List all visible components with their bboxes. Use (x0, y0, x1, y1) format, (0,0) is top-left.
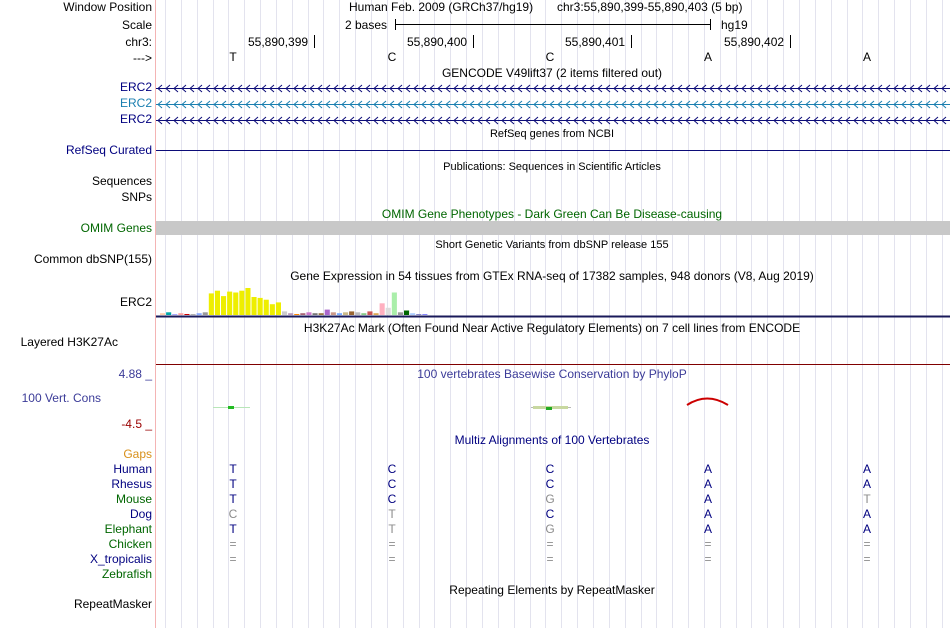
coord-3: 55,890,401 (565, 35, 626, 49)
base-3: C (545, 50, 555, 64)
track-label-refseq[interactable]: RefSeq Curated (65, 143, 152, 157)
gtex-title: Gene Expression in 54 tissues from GTEx RNA-seq of 17382 samples, 948 donors (V8, Aug 2019) (290, 269, 814, 283)
track-label-dbsnp[interactable]: Common dbSNP(155) (33, 252, 152, 266)
gtex-tissue-bar (300, 313, 305, 315)
alignment-base-rhesus: T (229, 477, 237, 491)
alignment-base-chicken: = (388, 537, 396, 551)
species-label-elephant[interactable]: Elephant (104, 522, 152, 536)
h3k27ac-baseline (156, 364, 950, 365)
species-label-dog[interactable]: Dog (129, 507, 152, 521)
species-label-zebrafish[interactable]: Zebrafish (101, 567, 152, 581)
gtex-tissue-bar (203, 312, 208, 315)
track-label-repeatmasker[interactable]: RepeatMasker (73, 597, 152, 611)
track-label-h3k27ac[interactable]: Layered H3K27Ac (20, 335, 118, 349)
gtex-tissue-bar (355, 312, 360, 315)
species-label-mouse[interactable]: Mouse (115, 492, 152, 506)
phylop-max-label: 4.88 _ (118, 367, 152, 381)
base-2: C (387, 50, 397, 64)
species-label-xtrop[interactable]: X_tropicalis (89, 552, 152, 566)
scale-text: 2 bases (345, 18, 388, 32)
alignment-base-xtrop: = (704, 552, 712, 566)
alignment-base-human: C (387, 462, 397, 476)
gtex-tissue-bar (184, 314, 189, 315)
multiz-title: Multiz Alignments of 100 Vertebrates (454, 433, 650, 447)
gtex-tissue-bar (270, 304, 275, 315)
track-labels (0, 0, 155, 628)
gtex-tissue-bar (410, 313, 415, 315)
gtex-tissue-bar (392, 293, 397, 316)
gtex-tissue-bar (404, 311, 409, 316)
phylop-title: 100 vertebrates Basewise Conservation by PhyloP (417, 367, 687, 381)
alignment-base-xtrop: = (546, 552, 554, 566)
alignment-base-mouse: T (863, 492, 871, 506)
gtex-tissue-bar (258, 298, 263, 315)
alignment-base-mouse: A (703, 492, 713, 506)
alignment-base-xtrop: = (863, 552, 871, 566)
gtex-tissue-bar (361, 313, 366, 315)
gtex-tissue-bar (398, 312, 403, 315)
gtex-tissue-bar (337, 313, 342, 315)
chrom-label: chr3: (125, 35, 152, 49)
alignment-base-chicken: = (229, 537, 237, 551)
assembly-text: Human Feb. 2009 (GRCh37/hg19) (349, 0, 534, 14)
omim-feature[interactable] (156, 221, 950, 235)
gtex-tissue-bar (343, 312, 348, 315)
alignment-base-dog: C (545, 507, 555, 521)
gtex-tissue-bar (233, 293, 238, 316)
scale-bar-right-tick (710, 19, 711, 30)
alignment-base-chicken: = (863, 537, 871, 551)
gtex-tissue-bar (306, 312, 311, 315)
coord-tick-3 (631, 35, 632, 48)
alignment-base-dog: T (388, 507, 396, 521)
gtex-tissue-bar (227, 292, 232, 315)
track-label-gaps[interactable]: Gaps (123, 447, 152, 461)
track-label-omim[interactable]: OMIM Genes (80, 221, 152, 235)
scale-bar (395, 24, 711, 25)
track-label-erc2-2[interactable]: ERC2 (119, 96, 152, 110)
gtex-tissue-bar (319, 313, 324, 315)
alignment-base-xtrop: = (229, 552, 237, 566)
omim-title: OMIM Gene Phenotypes - Dark Green Can Be Disease-causing (381, 207, 723, 221)
refseq-gene-line[interactable] (156, 150, 950, 151)
gtex-tissue-bar (416, 314, 421, 315)
alignment-base-elephant: A (862, 522, 872, 536)
gtex-tissue-bar (367, 311, 372, 315)
publications-title: Publications: Sequences in Scientific Articles (443, 161, 661, 173)
coord-tick-1 (314, 35, 315, 48)
alignment-base-elephant: T (388, 522, 396, 536)
alignment-base-rhesus: A (862, 477, 872, 491)
base-1: T (229, 50, 237, 64)
gtex-tissue-bar (380, 303, 385, 315)
alignment-base-human: T (229, 462, 237, 476)
gtex-tissue-bar (325, 310, 330, 315)
gtex-tissue-bar (349, 311, 354, 315)
alignment-base-elephant: T (229, 522, 237, 536)
alignment-base-chicken: = (546, 537, 554, 551)
track-label-phylop[interactable]: 100 Vert. Cons (21, 391, 101, 405)
alignment-base-mouse: G (545, 492, 555, 506)
gtex-tissue-bar (374, 313, 379, 315)
coord-4: 55,890,402 (724, 35, 785, 49)
scale-bar-left-tick (395, 19, 396, 30)
alignment-base-dog: A (703, 507, 713, 521)
position-text: chr3:55,890,399-55,890,403 (5 bp) (557, 0, 743, 14)
gtex-tissue-bar (264, 300, 269, 315)
gtex-tissue-bar (288, 313, 293, 315)
gtex-tissue-bar (252, 297, 257, 315)
gtex-barchart[interactable] (156, 282, 950, 318)
refseq-title: RefSeq genes from NCBI (489, 128, 615, 140)
alignment-base-mouse: C (387, 492, 397, 506)
species-label-chicken[interactable]: Chicken (108, 537, 152, 551)
strand-label: ---> (133, 51, 152, 65)
gtex-tissue-bar (331, 312, 336, 315)
track-label-erc2-3[interactable]: ERC2 (119, 112, 152, 126)
alignment-base-rhesus: C (387, 477, 397, 491)
alignment-base-rhesus: A (703, 477, 713, 491)
alignment-base-elephant: G (545, 522, 555, 536)
gtex-tissue-bar (422, 314, 427, 315)
track-label-gtex[interactable]: ERC2 (119, 295, 152, 309)
coord-1: 55,890,399 (248, 35, 309, 49)
alignment-base-dog: A (862, 507, 872, 521)
gtex-tissue-bar (197, 313, 202, 315)
gtex-tissue-bar (294, 314, 299, 315)
track-label-sequences[interactable]: Sequences (91, 174, 152, 188)
alignment-base-elephant: A (703, 522, 713, 536)
dbsnp-title: Short Genetic Variants from dbSNP release 155 (435, 239, 669, 251)
coord-2: 55,890,400 (407, 35, 468, 49)
alignment-base-dog: C (228, 507, 238, 521)
gtex-tissue-bar (178, 313, 183, 315)
gtex-tissue-bar (245, 288, 250, 315)
track-label-erc2-1[interactable]: ERC2 (119, 80, 152, 94)
alignment-base-rhesus: C (545, 477, 555, 491)
alignment-base-xtrop: = (388, 552, 396, 566)
gtex-tissue-bar (160, 313, 165, 315)
gtex-tissue-bar (166, 312, 171, 315)
alignment-base-human: A (703, 462, 713, 476)
phylop-plot[interactable] (156, 395, 950, 415)
gtex-tissue-bar (215, 291, 220, 315)
phylop-min-label: -4.5 _ (121, 417, 152, 431)
alignment-base-mouse: T (229, 492, 237, 506)
species-label-rhesus[interactable]: Rhesus (111, 477, 152, 491)
db-text: hg19 (721, 18, 748, 32)
coord-tick-4 (790, 35, 791, 48)
coord-tick-2 (473, 35, 474, 48)
gtex-tissue-bar (386, 308, 391, 315)
track-label-snps[interactable]: SNPs (121, 190, 152, 204)
h3k27ac-title: H3K27Ac Mark (Often Found Near Active Regulatory Elements) on 7 cell lines from ENCODE (303, 321, 801, 335)
window-position-label: Window Position (63, 0, 152, 14)
gtex-tissue-bar (191, 314, 196, 315)
scale-label: Scale (121, 18, 152, 32)
base-5: A (862, 50, 872, 64)
gtex-tissue-bar (221, 296, 226, 315)
gtex-tissue-bar (172, 314, 177, 315)
alignment-base-human: C (545, 462, 555, 476)
species-label-human[interactable]: Human (113, 462, 152, 476)
gtex-tissue-bar (276, 302, 281, 315)
gtex-tissue-bar (239, 291, 244, 315)
gtex-tissue-bar (282, 311, 287, 315)
gencode-title: GENCODE V49lift37 (2 items filtered out) (441, 66, 663, 80)
gtex-tissue-bar (209, 293, 214, 315)
alignment-base-chicken: = (704, 537, 712, 551)
base-4: A (703, 50, 713, 64)
track-image[interactable] (156, 0, 950, 628)
gencode-transcripts[interactable] (156, 80, 950, 126)
gtex-tissue-bar (313, 313, 318, 315)
repeatmasker-title: Repeating Elements by RepeatMasker (449, 583, 655, 597)
alignment-base-human: A (862, 462, 872, 476)
